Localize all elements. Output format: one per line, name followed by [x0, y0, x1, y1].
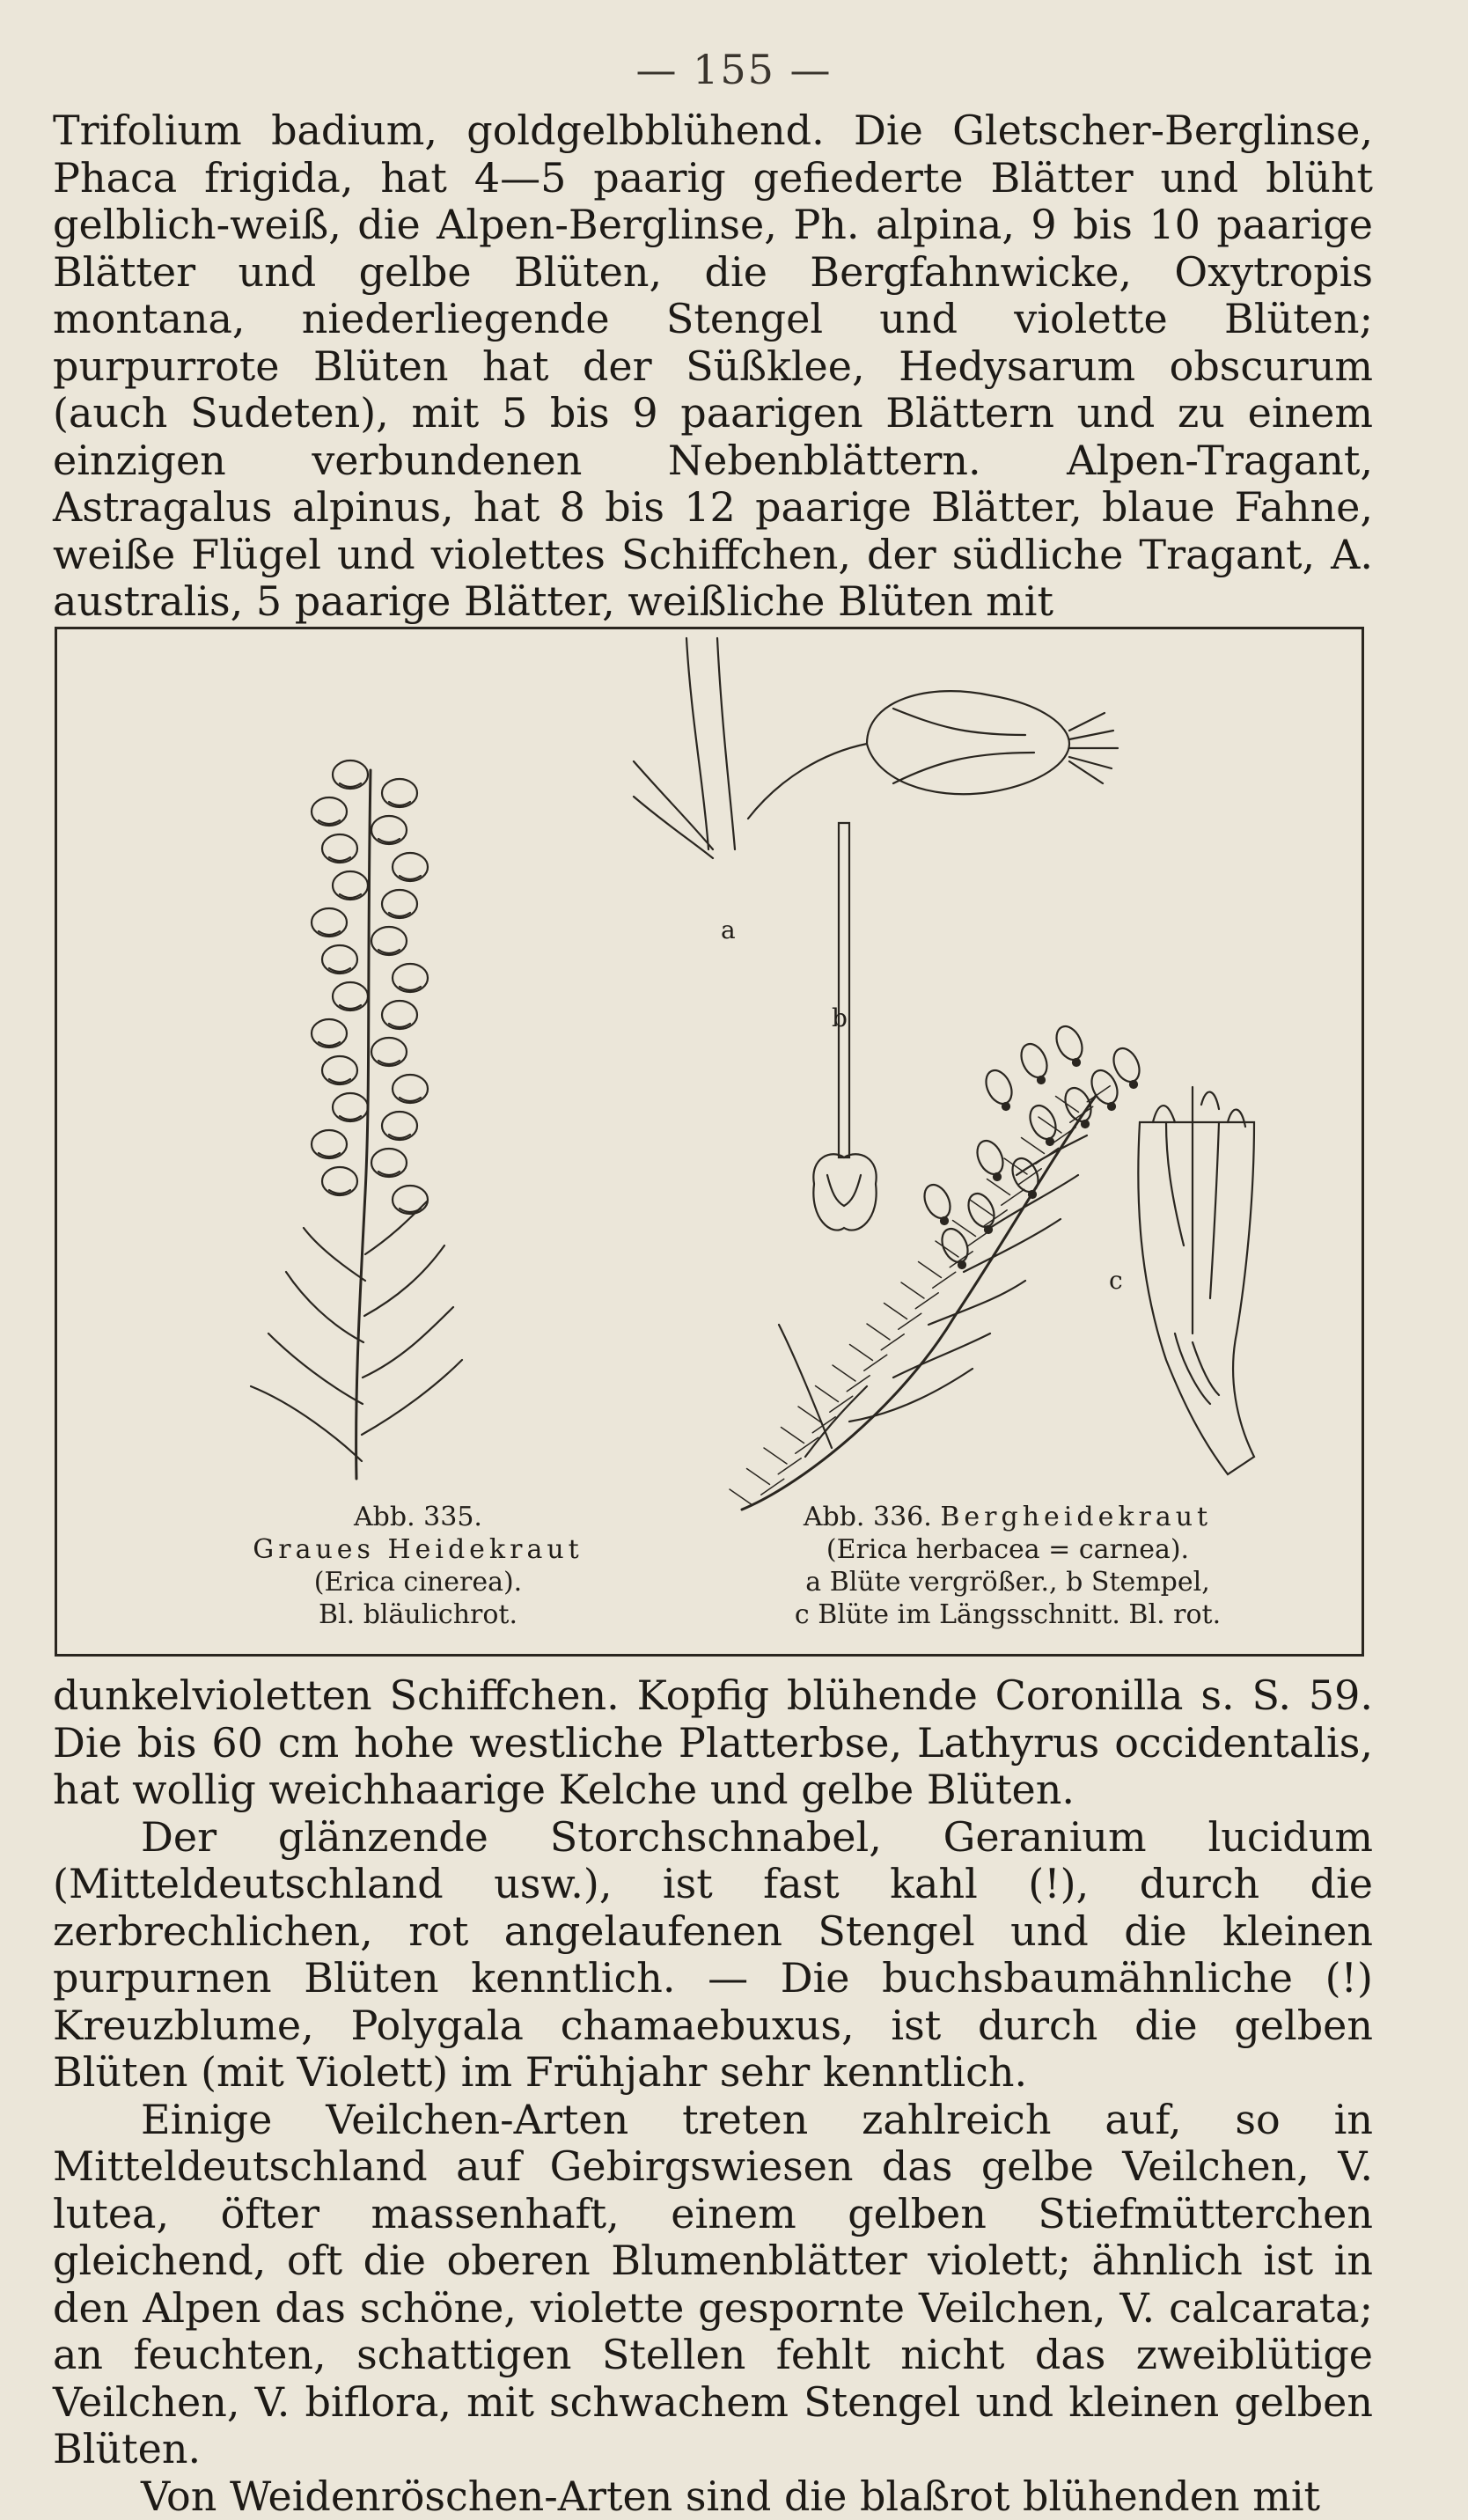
- flower-bell: [312, 908, 347, 937]
- flower-bell: [382, 1112, 417, 1140]
- flower-anther: [1082, 1120, 1089, 1128]
- caption-number: Abb. 336.: [804, 1502, 932, 1532]
- label-b: b: [832, 1003, 848, 1032]
- flower-anther: [1108, 1103, 1115, 1110]
- flower-bell: [920, 1180, 955, 1222]
- flower-anther: [941, 1217, 948, 1224]
- flower-bell: [322, 1056, 357, 1084]
- flower-anther: [1046, 1138, 1053, 1145]
- paragraph: Der glänzende Storchschnabel, Geranium lucidum (Mitteldeutschland usw.), ist fast kahl (!), durch die zerbrechlichen, rot angelaufenen Stengel und die kleinen purpurnen Blüten kenntlich. — Die buchsbaumähnliche (!) Kreuzblume, Polygala chamaebuxus, ist durch die gelben Blüten (mit Violett) im Frühjahr sehr kenntlich.: [53, 1814, 1373, 2097]
- flower-bell: [981, 1066, 1017, 1107]
- needle-leaf: [764, 1448, 787, 1464]
- needle-leaf: [1022, 1138, 1045, 1154]
- label-a: a: [721, 915, 736, 944]
- figure-frame: [55, 627, 1364, 1657]
- needle-leaf: [867, 1324, 890, 1340]
- needle-leaf: [919, 1262, 942, 1278]
- caption-title: [726, 1501, 1289, 1533]
- caption-latin: (Erica cinerea).: [128, 1566, 708, 1598]
- flower-bell: [973, 1136, 1008, 1178]
- text-block-top: [53, 107, 1373, 626]
- flower-bell: [393, 964, 428, 992]
- needle-leaf: [901, 1282, 924, 1298]
- flower-bell: [382, 1001, 417, 1029]
- flower-bell: [393, 853, 428, 881]
- flower-anther: [985, 1226, 992, 1233]
- flower-anther: [1130, 1081, 1137, 1088]
- flower-bell: [312, 1130, 347, 1158]
- paragraph: Trifolium badium, goldgelbblühend. Die Gletscher-Berglinse, Phaca frigida, hat 4—5 paarig gefiederte Blätter und blüht gelblich-weiß, die Alpen-Berglinse, Ph. alpina, 9 bis 10 paarige Blätter und gelbe Blüten, die Bergfahnwicke, Oxytropis montana, niederliegende Stengel und violette Blüten; purpurrote Blüten hat der Süßklee, Hedysarum obscurum (auch Sudeten), mit 5 bis 9 paarigen Blättern und zu einem einzigen verbundenen Nebenblättern. Alpen-Tragant, Astragalus alpinus, hat 8 bis 12 paarige Blätter, blaue Fahne, weiße Flügel und violettes Schiffchen, der südliche Tragant, A. australis, 5 paarige Blätter, weißliche Blüten mit: [53, 107, 1373, 626]
- page-number: — 155 —: [0, 46, 1468, 93]
- flower-bell: [322, 1167, 357, 1195]
- flower-bell: [1025, 1101, 1061, 1142]
- flower-bell: [333, 982, 368, 1010]
- caption-abb-335: [128, 1501, 708, 1631]
- flower-bell: [382, 890, 417, 918]
- needle-leaf: [782, 1428, 804, 1444]
- paragraph: dunkelvioletten Schiffchen. Kopfig blühende Coronilla s. S. 59. Die bis 60 cm hohe westliche Platterbse, Lathyrus occidentalis, hat wollig weichhaarige Kelche und gelbe Blüten.: [53, 1672, 1373, 1814]
- needle-leaf: [816, 1386, 839, 1402]
- caption-title: Graues Heidekraut: [128, 1533, 708, 1566]
- flower-bell: [371, 816, 407, 844]
- flower-bell: [371, 1038, 407, 1066]
- caption-latin: (Erica herbacea = carnea).: [726, 1533, 1289, 1566]
- flower-bell: [333, 871, 368, 900]
- flower-anther: [1073, 1059, 1080, 1066]
- flower-bell: [322, 945, 357, 973]
- erica-herbacea-drawing: [634, 638, 1254, 1510]
- label-c: c: [1109, 1266, 1123, 1295]
- paragraph: Einige Veilchen-Arten treten zahlreich auf, so in Mitteldeutschland auf Gebirgswiesen das gelbe Veilchen, V. lutea, öfter massenhaft, einem gelben Stiefmütterchen gleichend, oft die oberen Blumenblätter violett; ähnlich ist in den Alpen das schöne, violette gespornte Veilchen, V. calcarata; an feuchten, schattigen Stellen fehlt nicht das zweiblütige Veilchen, V. biflora, mit schwachem Stengel und kleinen gelben Blüten.: [53, 2097, 1373, 2473]
- needle-leaf: [987, 1179, 1010, 1195]
- flower-bell: [333, 1093, 368, 1121]
- caption-line-c: c Blüte im Längsschnitt. Bl. rot.: [726, 1598, 1289, 1631]
- text-block-bottom: [53, 1672, 1373, 2520]
- needle-leaf: [884, 1304, 907, 1319]
- needle-leaf: [747, 1469, 770, 1485]
- flower-bell: [312, 1019, 347, 1047]
- flower-bell: [393, 1186, 428, 1214]
- caption-number: Abb. 335.: [128, 1501, 708, 1533]
- paragraph: Von Weidenröschen-Arten sind die blaßrot blühenden mit: [53, 2473, 1373, 2520]
- flower-anther: [958, 1261, 965, 1268]
- flower-anther: [1029, 1191, 1036, 1198]
- flower-anther: [994, 1173, 1001, 1180]
- erica-cinerea-drawing: [251, 760, 462, 1479]
- needle-leaf: [953, 1221, 976, 1237]
- needle-leaf: [1039, 1117, 1061, 1133]
- flower-bell: [1017, 1040, 1052, 1081]
- caption-line-a: a Blüte vergrößer., b Stempel,: [726, 1566, 1289, 1598]
- needle-leaf: [850, 1345, 873, 1361]
- caption-note: Bl. bläulichrot.: [128, 1598, 708, 1631]
- caption-abb-336: [726, 1501, 1289, 1631]
- flower-anther: [1002, 1103, 1009, 1110]
- flower-bell: [371, 927, 407, 955]
- flower-bell: [333, 760, 368, 789]
- flower-bell: [393, 1075, 428, 1103]
- flower-bell: [371, 1149, 407, 1177]
- caption-name: Bergheidekraut: [940, 1502, 1212, 1532]
- flower-bell: [322, 834, 357, 863]
- needle-leaf: [833, 1365, 855, 1381]
- flower-bell: [1052, 1022, 1087, 1063]
- flower-bell: [382, 779, 417, 807]
- flower-bell: [312, 797, 347, 826]
- flower-anther: [1038, 1076, 1045, 1084]
